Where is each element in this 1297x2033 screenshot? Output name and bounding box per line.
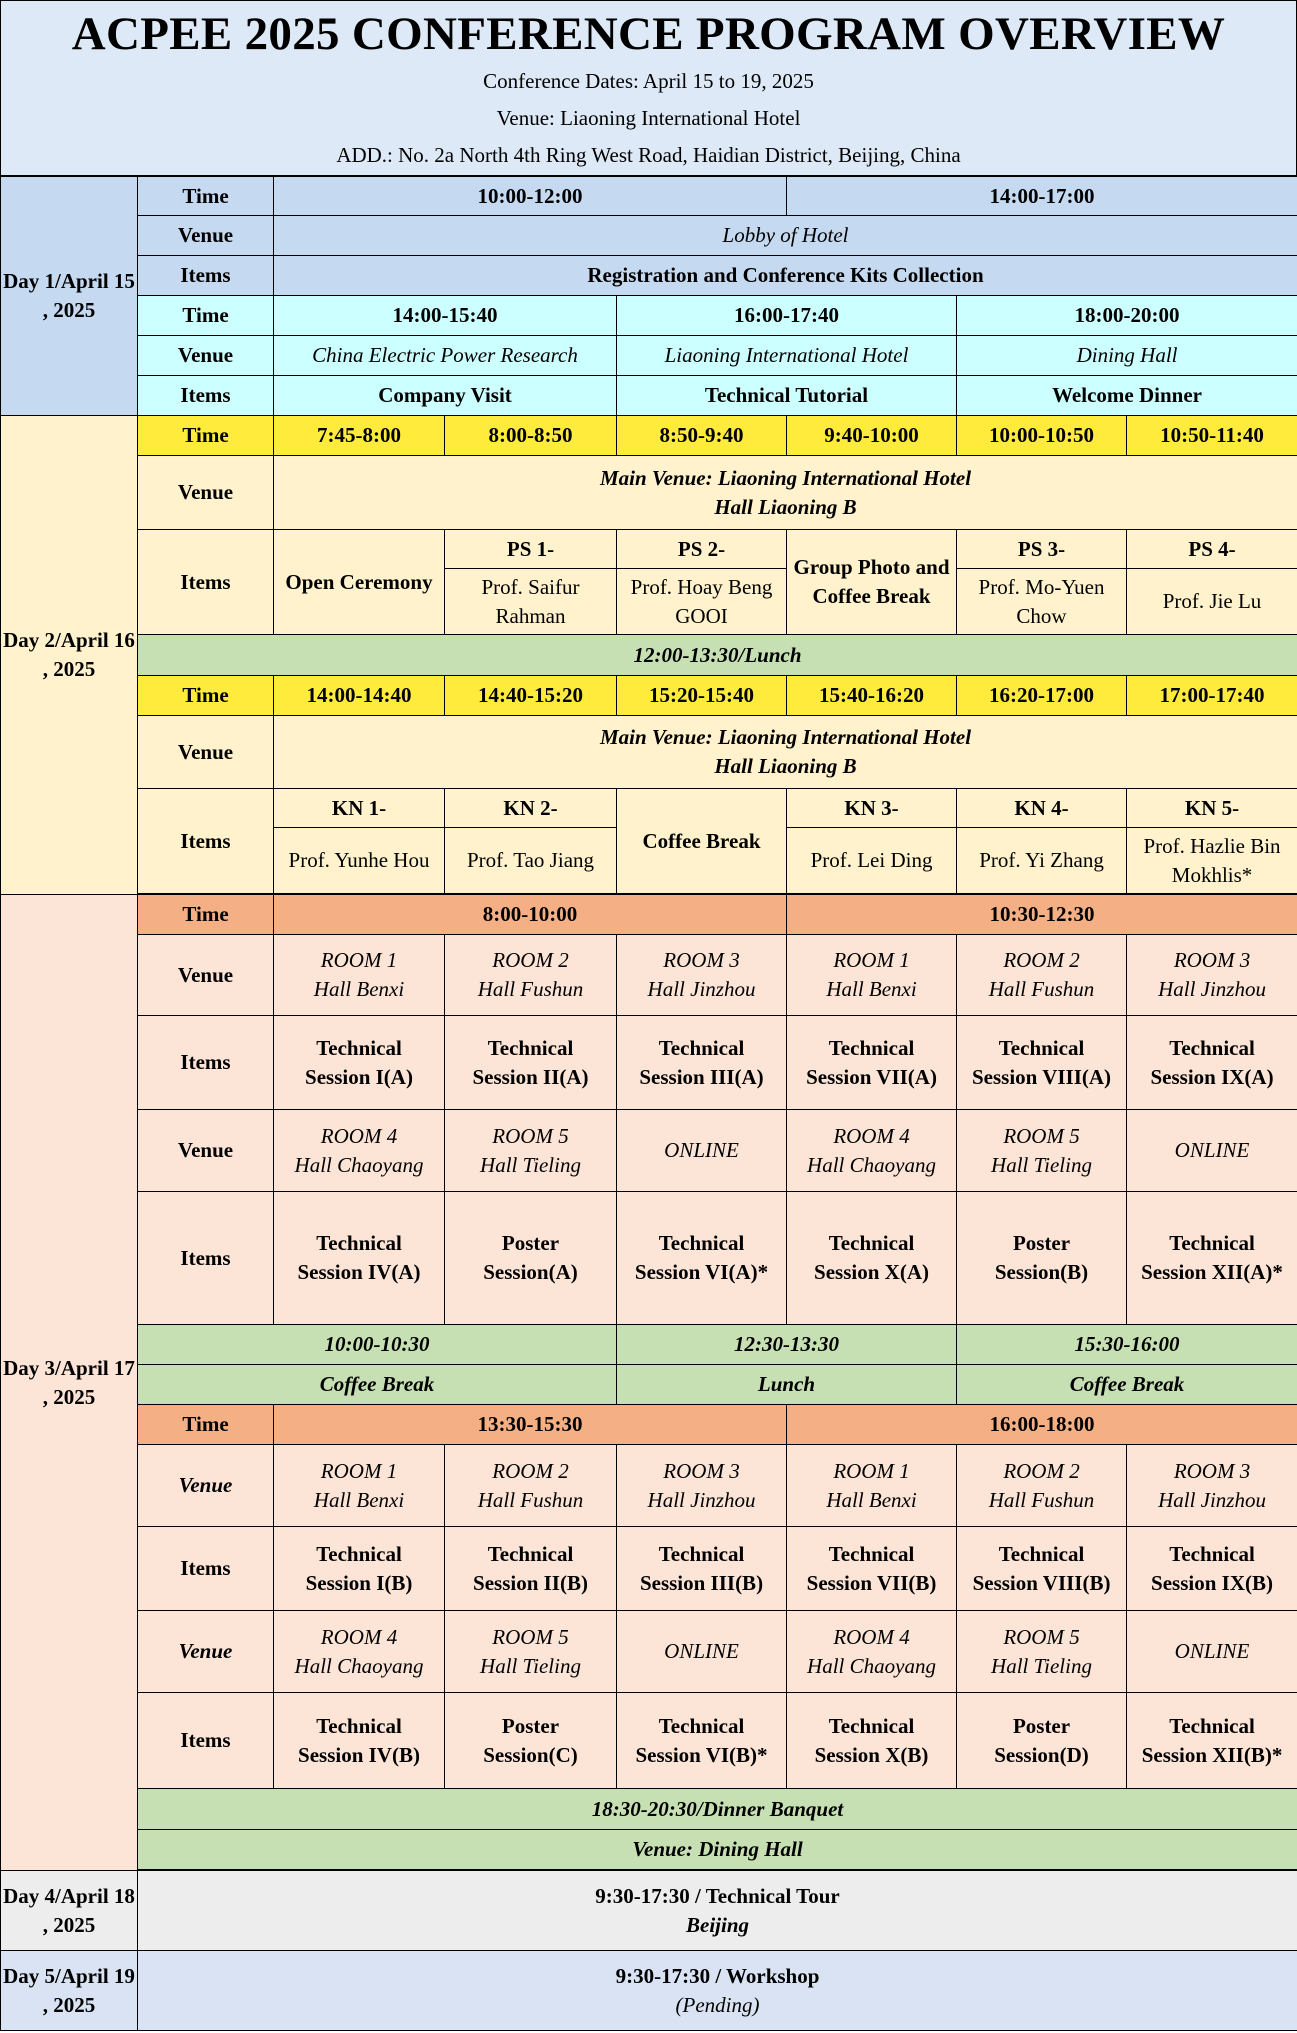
- conference-dates: Conference Dates: April 15 to 19, 2025: [483, 69, 814, 93]
- break-time: 15:30-16:00: [957, 1325, 1297, 1365]
- ps1-speaker: Prof. Saifur Rahman: [445, 569, 617, 635]
- day2-pm-venue: [274, 716, 1297, 789]
- program-header: [0, 0, 1297, 176]
- venue-line: ROOM 1: [833, 1458, 910, 1483]
- session-line: Session VII(B): [806, 1570, 937, 1595]
- kn2-speaker: Prof. Tao Jiang: [445, 828, 617, 894]
- day1-item-cell: Company Visit: [274, 376, 617, 416]
- session-line: Technical: [828, 1035, 915, 1060]
- venue-line: Hall Benxi: [826, 977, 917, 1001]
- session-item-cell: [274, 1192, 445, 1325]
- session-line: Technical: [658, 1231, 745, 1255]
- day2-label: Day 2/April 16 , 2025: [1, 416, 138, 895]
- session-line: Session IX(A): [1150, 1064, 1274, 1089]
- session-line: Technical: [658, 1035, 745, 1060]
- row-label-items: Items: [138, 530, 274, 635]
- session-line: Session XII(A)*: [1141, 1260, 1283, 1284]
- session-line: Technical: [998, 1035, 1085, 1060]
- session-venue-cell: [445, 1110, 617, 1192]
- venue-line: Hall Jinzhou: [1158, 1487, 1266, 1512]
- session-venue-cell: [274, 1110, 445, 1192]
- session-item-cell: [617, 1693, 787, 1789]
- dinner-venue: Venue: Dining Hall: [138, 1830, 1297, 1870]
- session-line: Technical: [998, 1541, 1085, 1566]
- day4-line1: 9:30-17:30 / Technical Tour: [595, 1883, 840, 1908]
- kn5-speaker: Prof. Hazlie Bin Mokhlis*: [1127, 828, 1297, 894]
- session-item-cell: [274, 1016, 445, 1110]
- venue-line: ROOM 1: [320, 1458, 398, 1483]
- venue-line: ROOM 4: [833, 1123, 910, 1148]
- day2-pm-time: 14:40-15:20: [445, 676, 617, 716]
- venue-line: Hall Jinzhou: [647, 1487, 756, 1512]
- venue-line: Hall Chaoyang: [807, 1152, 936, 1177]
- day1-time-morning: 10:00-12:00: [274, 177, 787, 216]
- session-venue-cell: [957, 1445, 1127, 1527]
- session-line: Technical: [828, 1541, 915, 1566]
- page-title: ACPEE 2025 CONFERENCE PROGRAM OVERVIEW: [71, 8, 1226, 60]
- day1-label: Day 1/April 15 , 2025: [1, 177, 138, 416]
- venue-line: Hall Jinzhou: [1158, 977, 1266, 1001]
- session-venue-cell: [274, 935, 445, 1016]
- venue-line: ROOM 1: [833, 948, 910, 972]
- session-item-cell: [1127, 1693, 1297, 1789]
- session-line: Session I(B): [305, 1570, 413, 1595]
- day4-line2: Beijing: [686, 1912, 750, 1937]
- session-line: Technical: [828, 1713, 915, 1738]
- day2-am-venue: [274, 456, 1297, 530]
- venue-line: Hall Chaoyang: [294, 1653, 424, 1678]
- ps2-speaker: Prof. Hoay Beng GOOI: [617, 569, 787, 635]
- row-label-items: Items: [138, 1527, 274, 1611]
- ps2-label: PS 2-: [617, 530, 787, 569]
- row-label-items: Items: [138, 1192, 274, 1325]
- venue-line: Main Venue: Liaoning International Hotel: [599, 465, 972, 490]
- session-line: Session IX(B): [1151, 1570, 1273, 1595]
- session-venue-cell: [1127, 1611, 1297, 1693]
- day1-items: Registration and Conference Kits Collection: [274, 256, 1297, 296]
- session-item-cell: [617, 1527, 787, 1611]
- break-time: 12:30-13:30: [617, 1325, 957, 1365]
- day2-am-time: 10:00-10:50: [957, 416, 1127, 456]
- kn3-speaker: Prof. Lei Ding: [787, 828, 957, 894]
- venue-line: ROOM 5: [492, 1123, 569, 1148]
- session-line: Technical: [828, 1231, 915, 1255]
- venue-line: Main Venue: Liaoning International Hotel: [599, 725, 972, 749]
- kn1-label: KN 1-: [274, 789, 445, 828]
- day3-pm-time-2: 16:00-18:00: [787, 1405, 1297, 1445]
- session-item-cell: [617, 1192, 787, 1325]
- row-label-time: Time: [138, 296, 274, 336]
- session-line: Session I(A): [305, 1064, 413, 1089]
- session-item-cell: [957, 1016, 1127, 1110]
- ps3-speaker: Prof. Mo-Yuen Chow: [957, 569, 1127, 635]
- venue-line: ONLINE: [1174, 1138, 1250, 1162]
- session-venue-cell: [957, 935, 1127, 1016]
- session-venue-cell: [617, 935, 787, 1016]
- session-item-cell: [957, 1693, 1127, 1789]
- venue-line: Hall Fushun: [988, 1487, 1095, 1512]
- day2-pm-time: 16:20-17:00: [957, 676, 1127, 716]
- kn2-label: KN 2-: [445, 789, 617, 828]
- day4-content: [138, 1871, 1297, 1951]
- venue-line: Hall Chaoyang: [294, 1152, 424, 1177]
- venue-line: ONLINE: [1174, 1639, 1250, 1663]
- session-item-cell: [957, 1527, 1127, 1611]
- day2-am-time: 8:00-8:50: [445, 416, 617, 456]
- session-item-cell: [787, 1016, 957, 1110]
- break-label: Coffee Break: [138, 1365, 617, 1405]
- venue-line: ROOM 1: [320, 948, 398, 972]
- session-item-cell: [957, 1192, 1127, 1325]
- session-venue-cell: [1127, 935, 1297, 1016]
- session-venue-cell: [787, 1110, 957, 1192]
- session-line: Technical: [316, 1231, 402, 1255]
- session-line: Technical: [316, 1541, 402, 1566]
- session-venue-cell: [617, 1110, 787, 1192]
- session-venue-cell: [445, 1611, 617, 1693]
- venue-line: Hall Benxi: [313, 1487, 405, 1512]
- session-item-cell: [617, 1016, 787, 1110]
- session-line: Technical: [1169, 1231, 1255, 1255]
- break-label: Lunch: [617, 1365, 957, 1405]
- session-line: Technical: [1169, 1713, 1255, 1738]
- venue-line: ROOM 3: [1173, 1458, 1251, 1483]
- session-line: Session VIII(B): [972, 1570, 1111, 1595]
- session-venue-cell: [787, 935, 957, 1016]
- session-item-cell: [787, 1527, 957, 1611]
- ps4-speaker: Prof. Jie Lu: [1127, 569, 1297, 635]
- venue-line: Hall Fushun: [988, 977, 1095, 1001]
- venue-line: Hall Tieling: [480, 1653, 581, 1678]
- venue-line: ROOM 2: [492, 948, 569, 972]
- row-label-venue: Venue: [138, 336, 274, 376]
- session-line: Session II(B): [473, 1570, 588, 1595]
- session-line: Session VII(A): [806, 1064, 937, 1089]
- session-venue-cell: [617, 1445, 787, 1527]
- day2-pm-time: 15:20-15:40: [617, 676, 787, 716]
- day2-pm-time: 17:00-17:40: [1127, 676, 1297, 716]
- session-venue-cell: [957, 1611, 1127, 1693]
- row-label-items: Items: [138, 1016, 274, 1110]
- session-venue-cell: [274, 1611, 445, 1693]
- kn1-speaker: Prof. Yunhe Hou: [274, 828, 445, 894]
- break-label: Coffee Break: [957, 1365, 1297, 1405]
- venue-line: ROOM 4: [320, 1624, 398, 1649]
- day5-line2: (Pending): [675, 1992, 760, 2017]
- session-item-cell: [787, 1693, 957, 1789]
- venue-line: ROOM 2: [1003, 1458, 1080, 1483]
- day2-lunch: 12:00-13:30/Lunch: [138, 635, 1297, 676]
- venue-line: Hall Tieling: [480, 1152, 581, 1177]
- day1-time-cell: 16:00-17:40: [617, 296, 957, 336]
- venue-line: ROOM 3: [663, 1458, 740, 1483]
- session-venue-cell: [787, 1611, 957, 1693]
- venue-line: ROOM 5: [1003, 1624, 1080, 1649]
- ps3-label: PS 3-: [957, 530, 1127, 569]
- session-item-cell: [274, 1527, 445, 1611]
- venue-line: Hall Tieling: [991, 1152, 1092, 1177]
- day5-label: Day 5/April 19 , 2025: [1, 1951, 138, 2031]
- session-line: Technical: [316, 1035, 402, 1060]
- session-line: Session VI(B)*: [635, 1742, 768, 1767]
- session-line: Session(D): [994, 1742, 1089, 1767]
- day1-item-cell: Technical Tutorial: [617, 376, 957, 416]
- kn4-label: KN 4-: [957, 789, 1127, 828]
- row-label-time: Time: [138, 676, 274, 716]
- day2-pm-time: 14:00-14:40: [274, 676, 445, 716]
- session-venue-cell: [617, 1611, 787, 1693]
- venue-line: ROOM 3: [663, 948, 740, 972]
- venue-line: ROOM 3: [1173, 948, 1251, 972]
- day2-coffee-break: Coffee Break: [617, 789, 787, 894]
- session-line: Technical: [1169, 1035, 1255, 1060]
- dinner-banquet: 18:30-20:30/Dinner Banquet: [138, 1789, 1297, 1830]
- session-line: Session XII(B)*: [1141, 1742, 1283, 1767]
- session-item-cell: [445, 1527, 617, 1611]
- session-line: Session IV(A): [297, 1260, 421, 1284]
- break-time: 10:00-10:30: [138, 1325, 617, 1365]
- day1-time-afternoon: 14:00-17:00: [787, 177, 1297, 216]
- row-label-venue: Venue: [138, 216, 274, 256]
- day2-pm-time: 15:40-16:20: [787, 676, 957, 716]
- day2-am-time: 8:50-9:40: [617, 416, 787, 456]
- row-label-items: Items: [138, 376, 274, 416]
- session-line: Technical: [658, 1541, 745, 1566]
- session-venue-cell: [787, 1445, 957, 1527]
- session-line: Poster: [1012, 1231, 1071, 1255]
- session-line: Session VIII(A): [971, 1064, 1112, 1089]
- session-line: Technical: [316, 1713, 402, 1738]
- venue-line: ONLINE: [664, 1639, 739, 1663]
- row-label-time: Time: [138, 416, 274, 456]
- program-table: [0, 176, 1297, 2031]
- session-line: Session VI(A)*: [634, 1260, 769, 1284]
- venue-line: ROOM 5: [1003, 1123, 1080, 1148]
- kn3-label: KN 3-: [787, 789, 957, 828]
- venue-line: Hall Benxi: [826, 1487, 917, 1512]
- venue-line: ONLINE: [664, 1138, 739, 1162]
- session-line: Poster: [501, 1713, 560, 1738]
- venue-line: ROOM 2: [1003, 948, 1080, 972]
- session-line: Technical: [487, 1541, 574, 1566]
- day1-time-cell: 18:00-20:00: [957, 296, 1297, 336]
- venue-line: Hall Benxi: [313, 977, 405, 1001]
- day3-label: Day 3/April 17 , 2025: [1, 895, 138, 1871]
- session-line: Session III(B): [639, 1570, 764, 1595]
- session-line: Technical: [487, 1035, 574, 1060]
- venue-line: ROOM 4: [833, 1624, 910, 1649]
- session-line: Technical: [658, 1713, 745, 1738]
- day2-am-time: 10:50-11:40: [1127, 416, 1297, 456]
- session-item-cell: [787, 1192, 957, 1325]
- session-venue-cell: [957, 1110, 1127, 1192]
- day1-item-cell: Welcome Dinner: [957, 376, 1297, 416]
- ps1-label: PS 1-: [445, 530, 617, 569]
- day5-content: [138, 1951, 1297, 2031]
- session-item-cell: [1127, 1527, 1297, 1611]
- day2-am-time: 7:45-8:00: [274, 416, 445, 456]
- day3-am-time-2: 10:30-12:30: [787, 895, 1297, 935]
- ps4-label: PS 4-: [1127, 530, 1297, 569]
- row-label-items: Items: [138, 1693, 274, 1789]
- session-venue-cell: [274, 1445, 445, 1527]
- venue-line: ROOM 4: [320, 1123, 398, 1148]
- row-label-venue: Venue: [138, 1445, 274, 1527]
- session-line: Session X(A): [814, 1260, 929, 1284]
- row-label-venue: Venue: [138, 716, 274, 789]
- day1-venue-cell: China Electric Power Research: [274, 336, 617, 376]
- row-label-time: Time: [138, 895, 274, 935]
- venue-line: Hall Fushun: [477, 977, 584, 1001]
- row-label-venue: Venue: [138, 456, 274, 530]
- row-label-venue: Venue: [138, 935, 274, 1016]
- session-line: Session X(B): [814, 1742, 929, 1767]
- day5-line1: 9:30-17:30 / Workshop: [615, 1963, 820, 1988]
- session-item-cell: [445, 1016, 617, 1110]
- venue-line: Hall Tieling: [991, 1653, 1092, 1678]
- row-label-time: Time: [138, 177, 274, 216]
- day1-time-cell: 14:00-15:40: [274, 296, 617, 336]
- day1-venue-cell: Liaoning International Hotel: [617, 336, 957, 376]
- day2-am-time: 9:40-10:00: [787, 416, 957, 456]
- session-venue-cell: [1127, 1110, 1297, 1192]
- session-item-cell: [1127, 1016, 1297, 1110]
- venue-line: Hall Liaoning B: [714, 494, 857, 519]
- kn5-label: KN 5-: [1127, 789, 1297, 828]
- session-line: Poster: [501, 1231, 560, 1255]
- open-ceremony: Open Ceremony: [274, 530, 445, 635]
- venue-line: ROOM 5: [492, 1624, 569, 1649]
- conference-address: ADD.: No. 2a North 4th Ring West Road, Haidian District, Beijing, China: [336, 143, 961, 167]
- session-line: Session II(A): [472, 1064, 589, 1089]
- session-item-cell: [445, 1693, 617, 1789]
- row-label-venue: Venue: [138, 1611, 274, 1693]
- session-item-cell: [274, 1693, 445, 1789]
- session-line: Poster: [1012, 1713, 1071, 1738]
- venue-line: Hall Liaoning B: [714, 754, 857, 778]
- session-line: Technical: [1169, 1541, 1255, 1566]
- session-line: Session(A): [483, 1260, 578, 1284]
- row-label-items: Items: [138, 256, 274, 296]
- session-line: Session IV(B): [298, 1742, 420, 1767]
- row-label-items: Items: [138, 789, 274, 894]
- session-venue-cell: [1127, 1445, 1297, 1527]
- day3-pm-time-1: 13:30-15:30: [274, 1405, 787, 1445]
- venue-line: Hall Chaoyang: [807, 1653, 936, 1678]
- session-item-cell: [445, 1192, 617, 1325]
- day1-venue: Lobby of Hotel: [274, 216, 1297, 256]
- day1-venue-cell: Dining Hall: [957, 336, 1297, 376]
- session-item-cell: [1127, 1192, 1297, 1325]
- day4-label: Day 4/April 18 , 2025: [1, 1871, 138, 1951]
- venue-line: Hall Jinzhou: [647, 977, 756, 1001]
- session-venue-cell: [445, 1445, 617, 1527]
- session-line: Session(C): [483, 1742, 578, 1767]
- row-label-venue: Venue: [138, 1110, 274, 1192]
- row-label-time: Time: [138, 1405, 274, 1445]
- group-photo-break: Group Photo and Coffee Break: [787, 530, 957, 635]
- session-line: Session(B): [994, 1260, 1089, 1284]
- session-line: Session III(A): [639, 1064, 764, 1089]
- kn4-speaker: Prof. Yi Zhang: [957, 828, 1127, 894]
- day3-am-time-1: 8:00-10:00: [274, 895, 787, 935]
- venue-line: Hall Fushun: [477, 1487, 584, 1512]
- conference-venue: Venue: Liaoning International Hotel: [496, 106, 801, 130]
- session-venue-cell: [445, 935, 617, 1016]
- venue-line: ROOM 2: [492, 1458, 569, 1483]
